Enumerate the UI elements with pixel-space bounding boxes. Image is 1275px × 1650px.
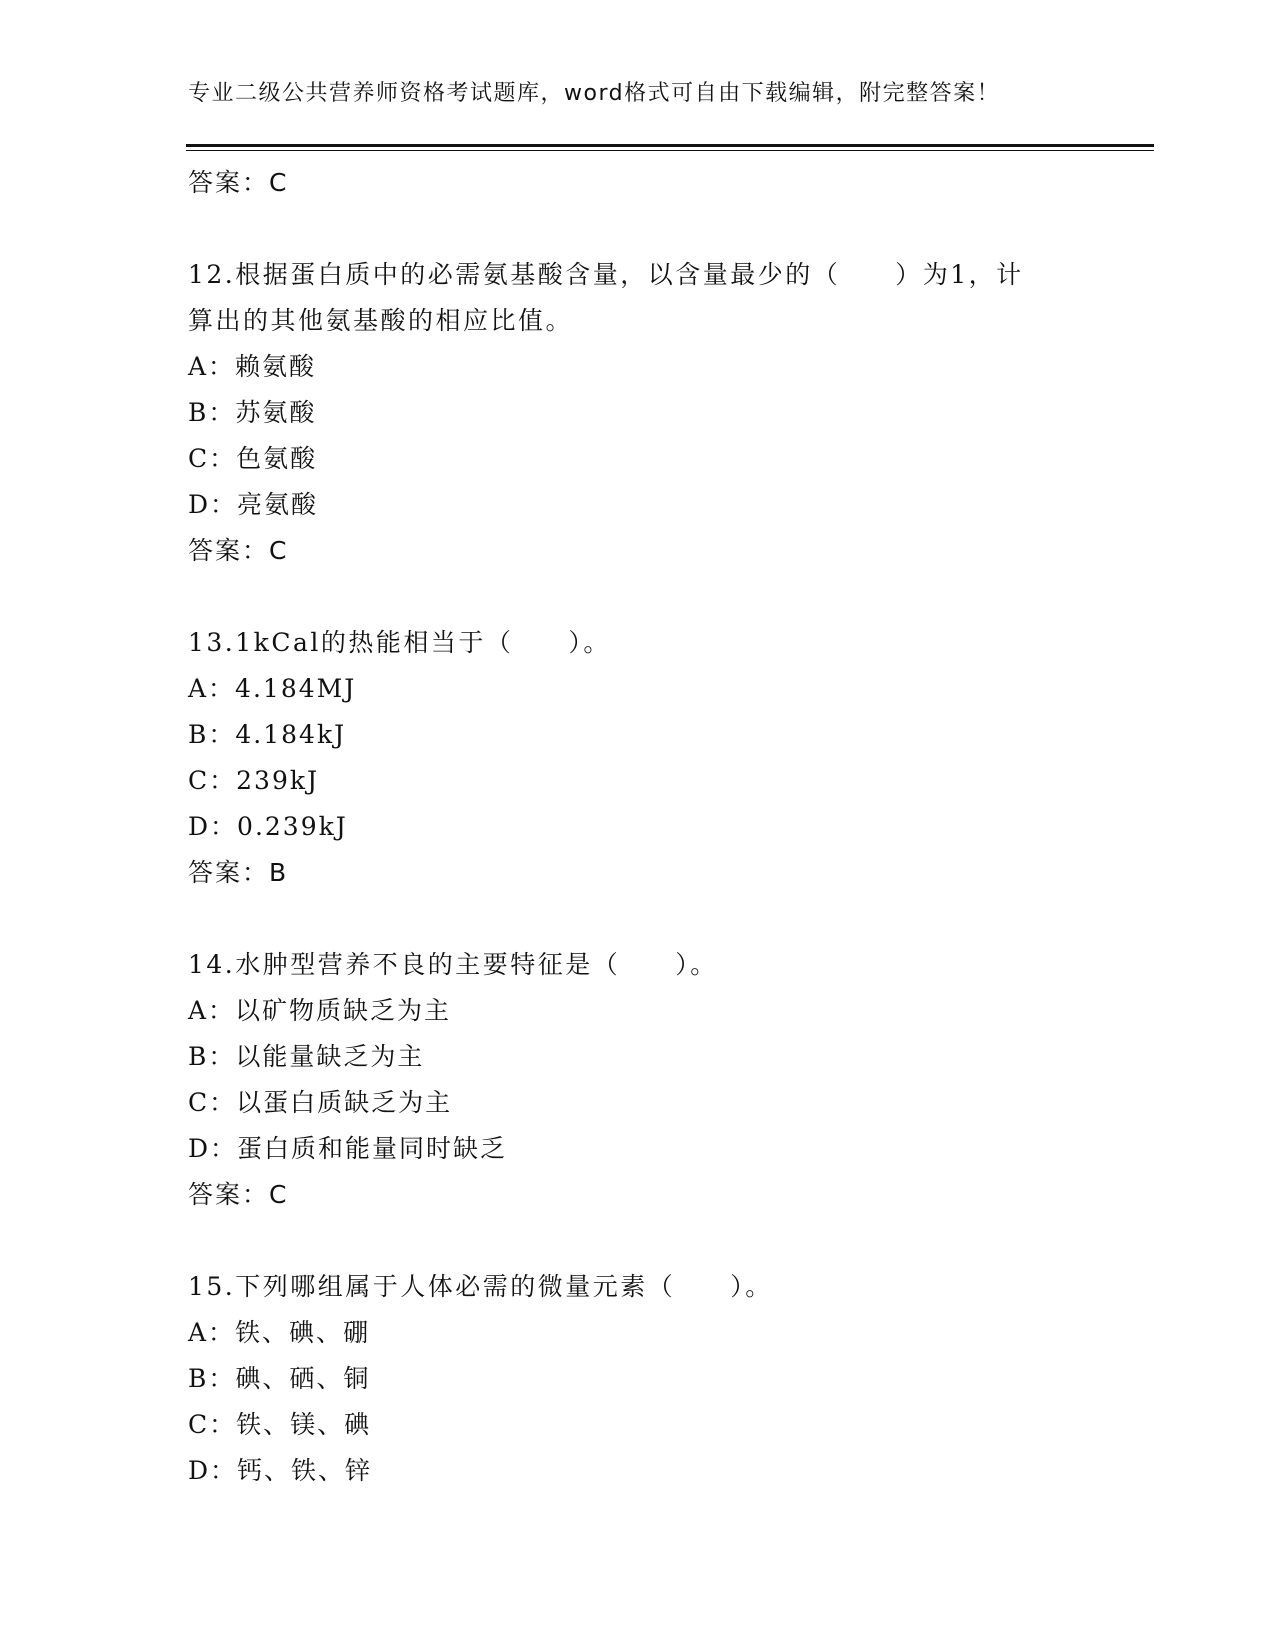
option-c: C：以蛋白质缺乏为主 (188, 1088, 453, 1117)
option-d: D：亮氨酸 (188, 490, 319, 519)
question-stem: 13.1kCal的热能相当于（ ）。 (188, 628, 611, 657)
header-rule-thin (186, 150, 1154, 151)
question-block (188, 620, 1148, 896)
page-header: 专业二级公共营养师资格考试题库，word格式可自由下载编辑，附完整答案！ (188, 81, 1001, 106)
answer-line: 答案：C (188, 536, 289, 565)
header-rule (186, 144, 1154, 147)
option-b: B：以能量缺乏为主 (188, 1042, 425, 1071)
option-b: B：4.184kJ (188, 720, 347, 749)
option-c: C：铁、镁、碘 (188, 1410, 372, 1439)
option-b: B：碘、硒、铜 (188, 1364, 371, 1393)
question-stem: 15.下列哪组属于人体必需的微量元素（ ）。 (188, 1272, 773, 1301)
option-a: A：赖氨酸 (188, 352, 317, 381)
option-d: D：0.239kJ (188, 812, 348, 841)
option-c: C：239kJ (188, 766, 320, 795)
question-stem: 12.根据蛋白质中的必需氨基酸含量，以含量最少的（ ）为1，计 (188, 260, 1024, 289)
option-b: B：苏氨酸 (188, 398, 317, 427)
option-a: A：以矿物质缺乏为主 (188, 996, 452, 1025)
answer-line: 答案：C (188, 1180, 289, 1209)
option-d: D：钙、铁、锌 (188, 1456, 373, 1485)
question-stem-cont: 算出的其他氨基酸的相应比值。 (188, 306, 574, 335)
question-block (188, 942, 1148, 1218)
option-a: A：4.184MJ (188, 674, 357, 703)
question-stem: 14.水肿型营养不良的主要特征是（ ）。 (188, 950, 718, 979)
option-a: A：铁、碘、硼 (188, 1318, 371, 1347)
question-content (188, 160, 1148, 1494)
answer-line: 答案：B (188, 858, 289, 887)
option-c: C：色氨酸 (188, 444, 318, 473)
answer-line: 答案：C (188, 168, 289, 197)
question-block (188, 1264, 1148, 1494)
option-d: D：蛋白质和能量同时缺乏 (188, 1134, 508, 1163)
question-block (188, 252, 1148, 574)
